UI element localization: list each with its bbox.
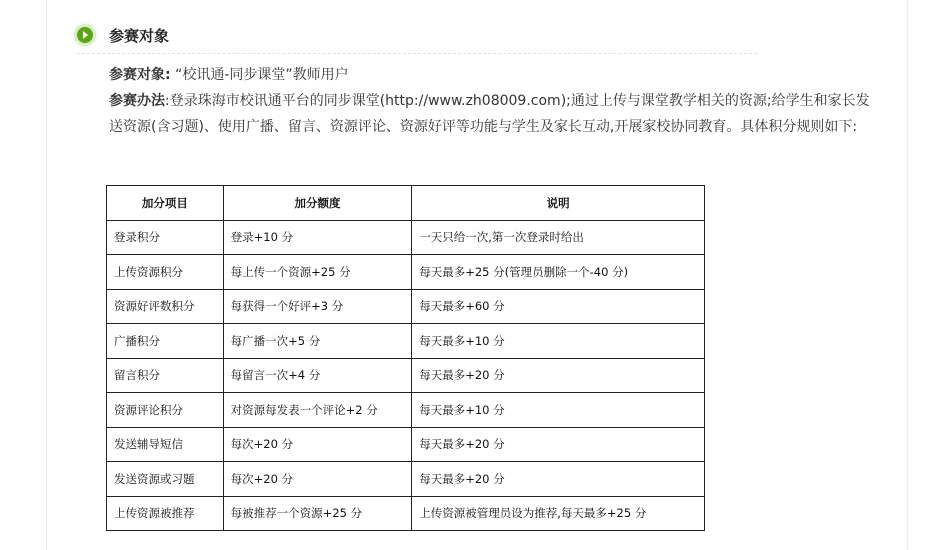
table-row bbox=[107, 462, 705, 497]
method-label: 参赛办法 bbox=[109, 93, 165, 109]
cell-description: 一天只给一次,第一次登录时给出 bbox=[412, 220, 705, 255]
cell-description: 每天最多+25 分(管理员删除一个-40 分) bbox=[412, 255, 705, 290]
cell-amount: 每上传一个资源+25 分 bbox=[223, 255, 412, 290]
table-row bbox=[107, 393, 705, 428]
header-description: 说明 bbox=[412, 186, 705, 221]
cell-item: 广播积分 bbox=[107, 324, 224, 359]
section-divider bbox=[77, 53, 757, 54]
table-row bbox=[107, 220, 705, 255]
cell-description: 上传资源被管理员设为推荐,每天最多+25 分 bbox=[412, 496, 705, 531]
cell-amount: 登录+10 分 bbox=[223, 220, 412, 255]
cell-item: 发送辅导短信 bbox=[107, 427, 224, 462]
table-row bbox=[107, 496, 705, 531]
table-row bbox=[107, 358, 705, 393]
cell-description: 每天最多+10 分 bbox=[412, 324, 705, 359]
cell-amount: 每留言一次+4 分 bbox=[223, 358, 412, 393]
cell-amount: 每广播一次+5 分 bbox=[223, 324, 412, 359]
cell-amount: 每获得一个好评+3 分 bbox=[223, 289, 412, 324]
cell-amount: 每被推荐一个资源+25 分 bbox=[223, 496, 412, 531]
cell-amount: 每次+20 分 bbox=[223, 462, 412, 497]
cell-amount: 每次+20 分 bbox=[223, 427, 412, 462]
cell-item: 资源评论积分 bbox=[107, 393, 224, 428]
cell-description: 每天最多+20 分 bbox=[412, 427, 705, 462]
cell-amount: 对资源每发表一个评论+2 分 bbox=[223, 393, 412, 428]
target-line bbox=[109, 62, 879, 88]
table-row bbox=[107, 324, 705, 359]
scoring-rules-table bbox=[106, 185, 705, 531]
cell-item: 登录积分 bbox=[107, 220, 224, 255]
table-row bbox=[107, 427, 705, 462]
header-amount: 加分额度 bbox=[223, 186, 412, 221]
header-item: 加分项目 bbox=[107, 186, 224, 221]
target-label: 参赛对象: bbox=[109, 67, 171, 83]
table-row bbox=[107, 255, 705, 290]
cell-description: 每天最多+60 分 bbox=[412, 289, 705, 324]
section-header bbox=[77, 20, 169, 50]
cell-item: 上传资源被推荐 bbox=[107, 496, 224, 531]
cell-item: 留言积分 bbox=[107, 358, 224, 393]
cell-item: 资源好评数积分 bbox=[107, 289, 224, 324]
content-panel bbox=[46, 0, 908, 550]
cell-description: 每天最多+20 分 bbox=[412, 462, 705, 497]
target-text: “校讯通-同步课堂”教师用户 bbox=[175, 67, 349, 83]
method-paragraph bbox=[109, 88, 879, 140]
cell-item: 发送资源或习题 bbox=[107, 462, 224, 497]
cell-description: 每天最多+20 分 bbox=[412, 358, 705, 393]
table-header-row bbox=[107, 186, 705, 221]
table-row bbox=[107, 289, 705, 324]
intro-text bbox=[109, 62, 879, 140]
method-text: :登录珠海市校讯通平台的同步课堂(http://www.zh08009.com);通过上传与课堂教学相关的资源;给学生和家长发送资源(含习题)、使用广播、留言、资源评论、资源好评等功能与学生及家长互动,开展家校协同教育。具体积分规则如下: bbox=[109, 93, 870, 135]
play-circle-icon bbox=[77, 27, 93, 43]
cell-description: 每天最多+10 分 bbox=[412, 393, 705, 428]
cell-item: 上传资源积分 bbox=[107, 255, 224, 290]
section-title: 参赛对象 bbox=[109, 26, 170, 45]
